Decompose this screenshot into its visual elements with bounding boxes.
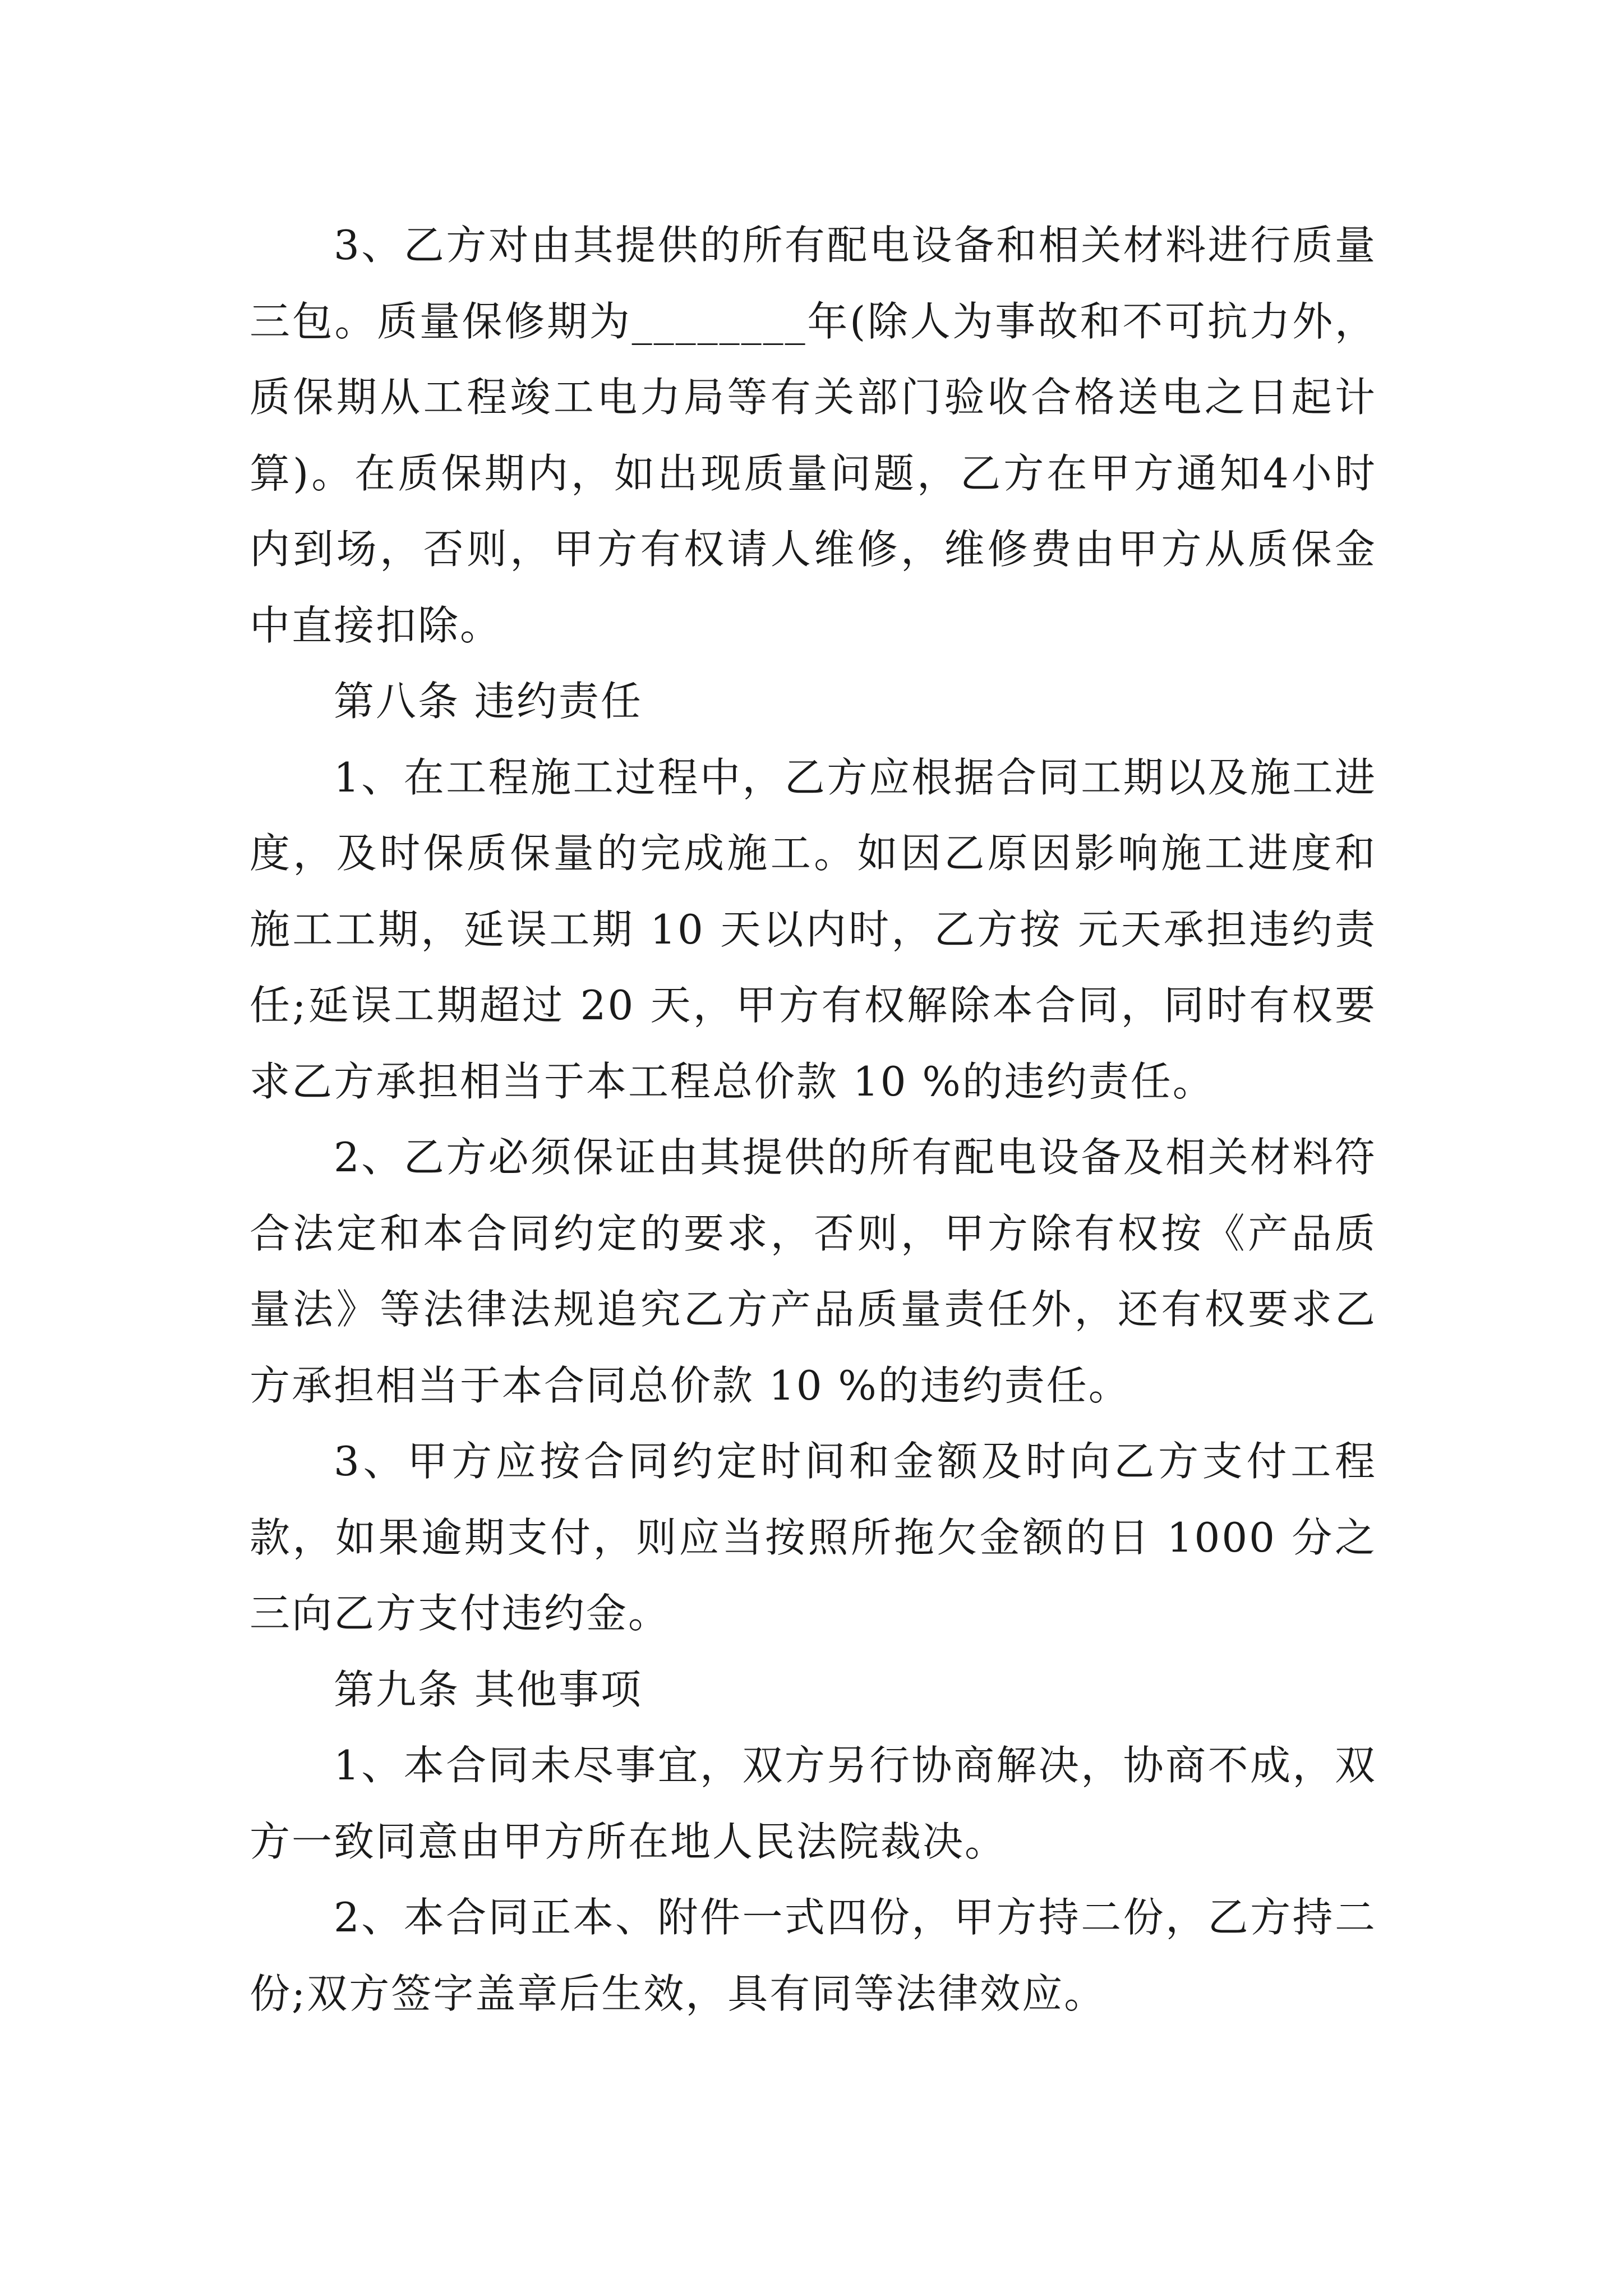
clause-7-item-3-paragraph: 3、乙方对由其提供的所有配电设备和相关材料进行质量三包。质量保修期为________年(除人为事故和不可抗力外，质保期从工程竣工电力局等有关部门验收合格送电之日起计算)。在质保期内，如出现质量问题，乙方在甲方通知4小时内到场，否则，甲方有权请人维修，维修费由甲方从质保金中直接扣除。 bbox=[250, 222, 1377, 649]
article-9-item-2-paragraph: 2、本合同正本、附件一式四份，甲方持二份，乙方持二份;双方签字盖章后生效，具有同等法律效应。 bbox=[250, 1894, 1377, 2017]
article-9-item-1-paragraph: 1、本合同未尽事宜，双方另行协商解决，协商不成，双方一致同意由甲方所在地人民法院裁决。 bbox=[250, 1742, 1377, 1865]
article-8-heading: 第八条 违约责任 bbox=[334, 678, 643, 725]
article-9-heading: 第九条 其他事项 bbox=[334, 1665, 643, 1713]
article-8-item-3-paragraph: 3、甲方应按合同约定时间和金额及时向乙方支付工程款，如果逾期支付，则应当按照所拖欠金额的日 1000 分之三向乙方支付违约金。 bbox=[250, 1438, 1377, 1637]
document-body bbox=[250, 208, 1377, 2032]
article-8-item-1-paragraph: 1、在工程施工过程中，乙方应根据合同工期以及施工进度，及时保质保量的完成施工。如因乙原因影响施工进度和施工工期，延误工期 10 天以内时，乙方按 元天承担违约责任;延误工期超过 20 天，甲方有权解除本合同，同时有权要求乙方承担相当于本工程总价款 10 %的违约责任。 bbox=[250, 753, 1377, 1105]
article-8-item-2-paragraph: 2、乙方必须保证由其提供的所有配电设备及相关材料符合法定和本合同约定的要求，否则，甲方除有权按《产品质量法》等法律法规追究乙方产品质量责任外，还有权要求乙方承担相当于本合同总价款 10 %的违约责任。 bbox=[250, 1134, 1377, 1409]
